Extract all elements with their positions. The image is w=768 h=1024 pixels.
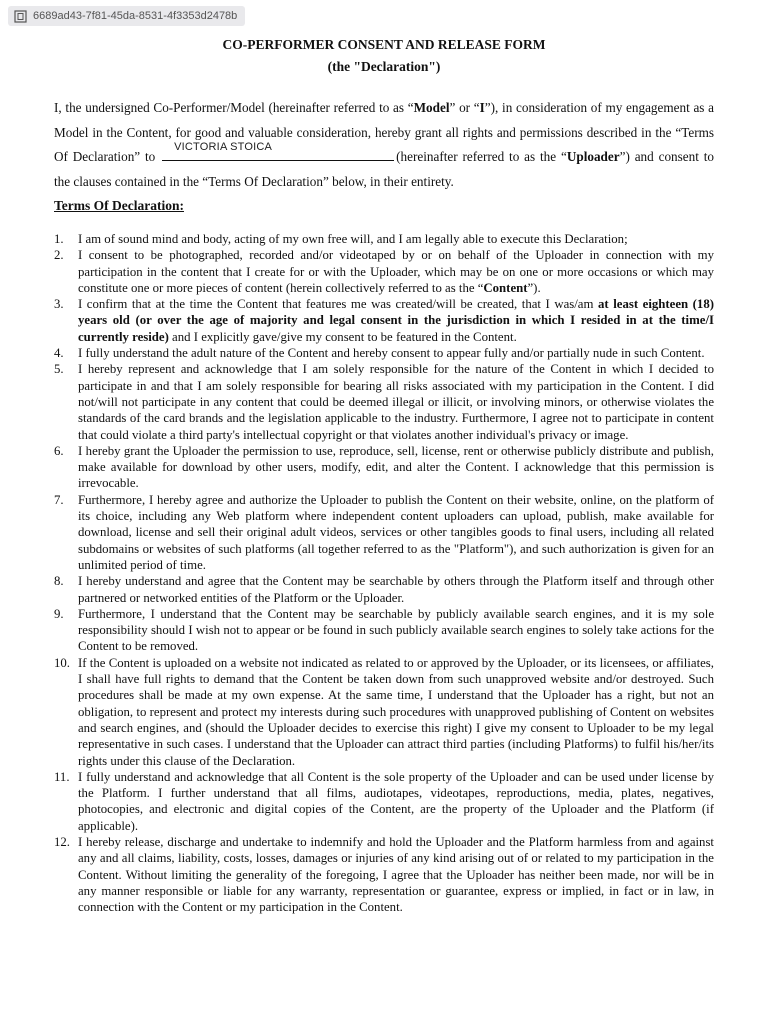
intro-text: (hereinafter referred to as the “	[396, 149, 567, 165]
clause-text: I fully understand the adult nature of the Content and hereby consent to appear fully and/or partially nude in such Content.	[78, 346, 705, 361]
clause-item	[54, 443, 714, 492]
clause-text: I hereby release, discharge and undertake to indemnify and hold the Uploader and the Platform harmless from and against any and all claims, liability, costs, losses, damages or injuries of any kind arising out of or related to my participation in the Content. Without limiting the generality of the foregoing, I agree that the Uploader has neither been made, nor will be in any manner responsible or liable for any warranty, representation or guarantee, express or implied, in fact or in law, in connection with the Content or my participation in the Content.	[78, 834, 714, 915]
clause-text: I hereby grant the Uploader the permission to use, reproduce, sell, license, rent or otherwise publicly distribute and publish, make available for download by other users, modify, edit, and alter the Content. I acknowledge that this permission is irrevocable.	[78, 443, 714, 491]
terms-heading: Terms Of Declaration:	[54, 198, 184, 213]
document-icon	[14, 10, 27, 23]
intro-text: ” or “	[449, 100, 480, 115]
intro-text: ”), in consideration of my engagement as a Model in the Content, for good and valuable consideration, hereby grant all rights and permissions described in the “Terms Of Declaration” to	[54, 100, 714, 165]
clause-number: 2.	[54, 248, 64, 263]
document-id-tag	[8, 6, 245, 26]
clause-text: If the Content is uploaded on a website not indicated as related to or approved by the Uploader, or its licensees, or affiliates, I shall have full rights to demand that the Content be taken down from such unapproved website and/or destroyed. Such procedures shall be made at my own expense. At the same time, I understand that the Uploader has a right, but not an obligation, to represent and protect my interests during such procedures with unapproved publishing of Content on websites and search engines, and (should the Uploader decides to exercise this right) I give my consent to Uploader to be my legal representative in such cases. I understand that the Uploader can attract third parties (including Platforms) to fulfil his/her/its rights under this clause of the Declaration.	[78, 655, 714, 768]
uploader-name-field[interactable]	[162, 140, 394, 161]
intro-uploader-term: Uploader	[566, 149, 620, 165]
clause-item	[54, 834, 714, 915]
intro-paragraph	[54, 96, 714, 194]
intro-text: ”) and consent to the clauses contained in the “Terms Of Declaration” below, in their entirety.	[54, 149, 714, 189]
clause-number: 1.	[54, 232, 64, 246]
clause-item	[54, 492, 714, 573]
clause-number: 8.	[54, 574, 64, 589]
clause-number: 11.	[54, 769, 70, 784]
clause-item	[54, 296, 714, 345]
clause-item	[54, 769, 714, 834]
intro-model-term: Model	[413, 100, 450, 115]
clause-number: 12.	[54, 834, 70, 849]
clause-text: Furthermore, I hereby agree and authorize the Uploader to publish the Content on their website, online, on the platform of its choice, including any Web platform where independent content uploaders can upload, publish, make available for download, license and sell their original adult videos, services or other tangibles goods to final users, including all related subdomains or websites of such platforms (all together referred to as the "Platform"), and such authorization is given for an unlimited period of time.	[78, 492, 714, 572]
clause-number: 3.	[54, 297, 64, 312]
clause-item	[54, 345, 714, 361]
form-subtitle: (the "Declaration")	[327, 59, 441, 74]
clause-item	[54, 361, 714, 442]
intro-i-term: I	[479, 100, 485, 115]
clause-item	[54, 606, 714, 655]
clause-item	[54, 573, 714, 606]
clause-text: I confirm that at the time the Content that features me was created/will be created, that I was/am at least eighteen (18) years old (or over the age of majority and legal consent in the jurisdiction in which I resided in at the time/I currently reside) and I explicitly gave/give my consent to be featured in the Content.	[78, 297, 714, 344]
document-id: 6689ad43-7f81-45da-8531-4f3353d2478b	[33, 10, 238, 22]
clause-item	[54, 247, 714, 296]
uploader-name-value: VICTORIA STOICA	[174, 140, 273, 153]
clause-list	[54, 231, 714, 915]
clause-number: 7.	[54, 492, 64, 507]
clause-number: 5.	[54, 362, 64, 377]
intro-text: I, the undersigned Co-Performer/Model (hereinafter referred to as “	[54, 100, 414, 115]
clause-text: Furthermore, I understand that the Content may be searchable by publicly available search engines, and it is my sole responsibility should I wish not to appear or be found in such publicly available search engines to solely take actions for the Content to be removed.	[78, 606, 714, 654]
clause-number: 4.	[54, 346, 64, 361]
clause-number: 10.	[54, 655, 70, 670]
form-title: CO-PERFORMER CONSENT AND RELEASE FORM	[222, 37, 546, 52]
clause-number: 9.	[54, 606, 64, 621]
clause-text: I hereby represent and acknowledge that I am solely responsible for the nature of the Content in which I decided to participate in and that I am solely responsible for bearing all risks associated with my participation in the Content. I did not/will not participate in any content that could be deemed illegal or illicit, or involving minors, or otherwise violates the standards of the card brands and the legislation applicable to the industry. Furthermore, I agree not to participate in content that could violate a third party's intellectual copyright or that violates another individual's privacy or image.	[78, 362, 714, 442]
clause-text: I am of sound mind and body, acting of my own free will, and I am legally able to execute this Declaration;	[78, 232, 628, 246]
clause-text: I hereby understand and agree that the Content may be searchable by others through the Platform itself and through other partnered or networked entities of the Platform or the Uploader.	[78, 574, 714, 605]
clause-text: I fully understand and acknowledge that all Content is the sole property of the Uploader and can be used under license by the Platform. I further understand that all films, audiotapes, videotapes, reproductions, media, plates, negatives, photocopies, and electronic and digital copies of the Content, are the property of the Uploader and the Platform (if applicable).	[78, 769, 714, 833]
clause-item	[54, 655, 714, 769]
clause-number: 6.	[54, 443, 64, 458]
clause-item	[54, 231, 714, 247]
clause-text: I consent to be photographed, recorded and/or videotaped by or on behalf of the Uploader in connection with my participation in the content that I create for or with the Uploader, which may be on one or more occasions or which may constitute one or more pieces of content (herein collectively referred to as the “Content”).	[78, 248, 714, 295]
